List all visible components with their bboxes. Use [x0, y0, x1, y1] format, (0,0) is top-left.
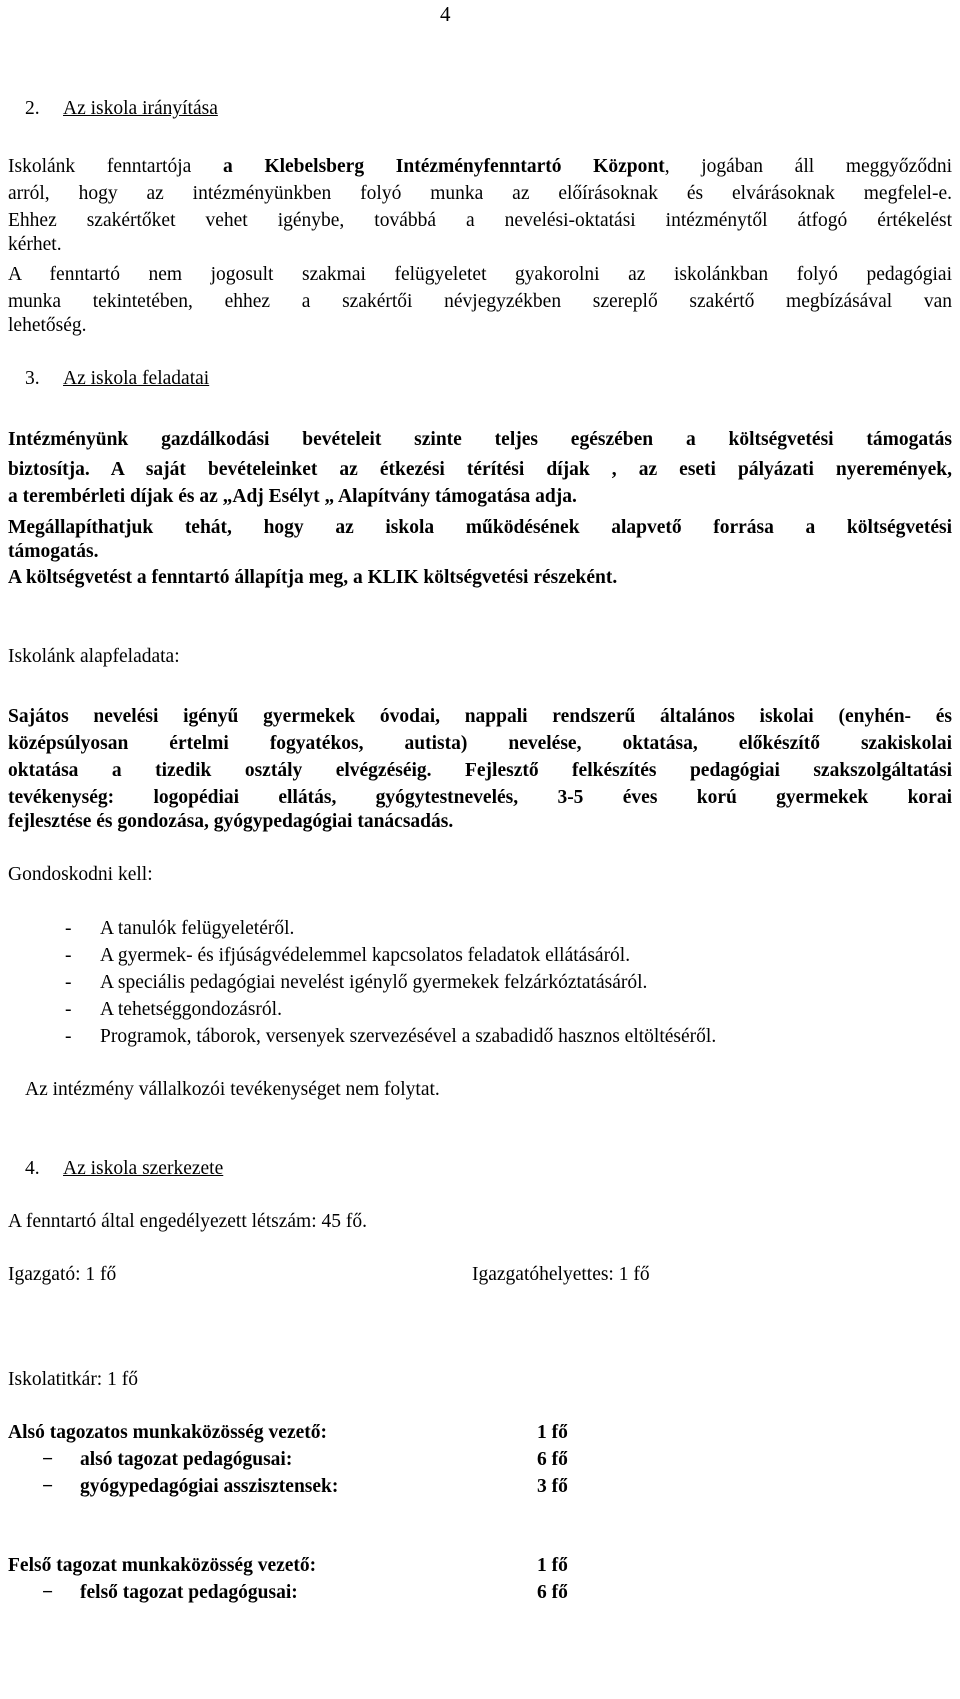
- basic-tasks-label: Iskolánk alapfeladata:: [8, 646, 180, 667]
- section-2-title: Az iskola irányítása: [63, 98, 218, 119]
- section-2-paragraph-1-line-2: arról, hogy az intézményünkben folyó munka az előírásoknak és elvárásoknak megfelel-e.: [8, 183, 952, 204]
- section-4-title: Az iskola szerkezete: [63, 1158, 224, 1179]
- section-4-number: 4.: [25, 1158, 40, 1179]
- section-2-paragraph-1-line-1: [8, 153, 952, 180]
- section-2-paragraph-1-line-3: Ehhez szakértőket vehet igénybe, továbbá a nevelési-oktatási intézménytől átfogó értékelést: [8, 210, 952, 231]
- funding-line-6: A költségvetést a fenntartó állapítja meg, a KLIK költségvetési részeként.: [8, 567, 618, 588]
- list-item: Programok, táborok, versenyek szervezésével a szabadidő hasznos eltöltéséről.: [100, 1026, 717, 1047]
- list-item: A tanulók felügyeletéről.: [100, 918, 295, 939]
- section-2-paragraph-2-line-2: munka tekintetében, ehhez a szakértői névjegyzékben szereplő szakértő megbízásával van: [8, 291, 952, 312]
- section-2-number: 2.: [25, 98, 40, 119]
- basic-tasks-line-1: Sajátos nevelési igényű gyermekek óvodai, nappali rendszerű általános iskolai (enyhén- és: [8, 706, 952, 727]
- funding-line-2: biztosítja. A saját bevételeinket az étkezési térítési díjak , az eseti pályázati nyeremények,: [8, 459, 952, 480]
- assistants-label: gyógypedagógiai asszisztensek:: [80, 1476, 339, 1497]
- lower-division-leader-value: 1 fő: [537, 1422, 568, 1443]
- list-item: A gyermek- és ifjúságvédelemmel kapcsolatos feladatok ellátásáról.: [100, 945, 631, 966]
- care-label: Gondoskodni kell:: [8, 864, 153, 885]
- funding-line-4: Megállapíthatjuk tehát, hogy az iskola működésének alapvető forrása a költségvetési: [8, 517, 952, 538]
- lower-division-leader-label: Alsó tagozatos munkaközösség vezető:: [8, 1422, 328, 1443]
- section-2-paragraph-1-line-4: kérhet.: [8, 234, 62, 255]
- text-run: Iskolánk fenntartója: [8, 156, 223, 177]
- funding-line-3: a terembérleti díjak és az „Adj Esélyt „ Alapítvány támogatása adja.: [8, 486, 577, 507]
- basic-tasks-line-4: tevékenység: logopédiai ellátás, gyógytestnevelés, 3-5 éves korú gyermekek korai: [8, 787, 952, 808]
- assistants-value: 3 fő: [537, 1476, 568, 1497]
- section-3-number: 3.: [25, 368, 40, 389]
- page-number: 4: [440, 2, 451, 26]
- list-bullet: -: [65, 999, 72, 1020]
- text-run: , jogában áll meggyőződni: [664, 156, 952, 177]
- upper-teachers-value: 6 fő: [537, 1582, 568, 1603]
- basic-tasks-line-2: középsúlyosan értelmi fogyatékos, autista) nevelése, oktatása, előkészítő szakiskolai: [8, 733, 952, 754]
- list-bullet: −: [42, 1582, 54, 1603]
- lower-teachers-label: alsó tagozat pedagógusai:: [80, 1449, 293, 1470]
- section-2-paragraph-2-line-1: A fenntartó nem jogosult szakmai felügyeletet gyakorolni az iskolánkban folyó pedagógiai: [8, 264, 952, 285]
- director-line: Igazgató: 1 fő: [8, 1264, 117, 1285]
- basic-tasks-line-3: oktatása a tizedik osztály elvégzéséig. Fejlesztő felkészítés pedagógiai szakszolgáltatási: [8, 760, 952, 781]
- section-3-title: Az iskola feladatai: [63, 368, 210, 389]
- section-2-paragraph-2-line-3: lehetőség.: [8, 315, 87, 336]
- list-item: A tehetséggondozásról.: [100, 999, 282, 1020]
- list-bullet: -: [65, 972, 72, 993]
- business-activity-note: Az intézmény vállalkozói tevékenységet nem folytat.: [25, 1079, 440, 1100]
- list-item: A speciális pedagógiai nevelést igénylő gyermekek felzárkóztatásáról.: [100, 972, 648, 993]
- funding-line-1: Intézményünk gazdálkodási bevételeit szinte teljes egészében a költségvetési támogatás: [8, 429, 952, 450]
- list-bullet: −: [42, 1476, 54, 1497]
- upper-teachers-label: felső tagozat pedagógusai:: [80, 1582, 298, 1603]
- funding-line-5: támogatás.: [8, 541, 99, 562]
- secretary-line: Iskolatitkár: 1 fő: [8, 1369, 138, 1390]
- basic-tasks-line-5: fejlesztése és gondozása, gyógypedagógiai tanácsadás.: [8, 811, 454, 832]
- deputy-director-line: Igazgatóhelyettes: 1 fő: [472, 1264, 650, 1285]
- lower-teachers-value: 6 fő: [537, 1449, 568, 1470]
- text-run-bold: a Klebelsberg Intézményfenntartó Központ: [223, 156, 665, 177]
- list-bullet: −: [42, 1449, 54, 1470]
- upper-division-leader-label: Felső tagozat munkaközösség vezető:: [8, 1555, 317, 1576]
- list-bullet: -: [65, 1026, 72, 1047]
- upper-division-leader-value: 1 fő: [537, 1555, 568, 1576]
- list-bullet: -: [65, 945, 72, 966]
- headcount-line: A fenntartó által engedélyezett létszám: 45 fő.: [8, 1211, 367, 1232]
- list-bullet: -: [65, 918, 72, 939]
